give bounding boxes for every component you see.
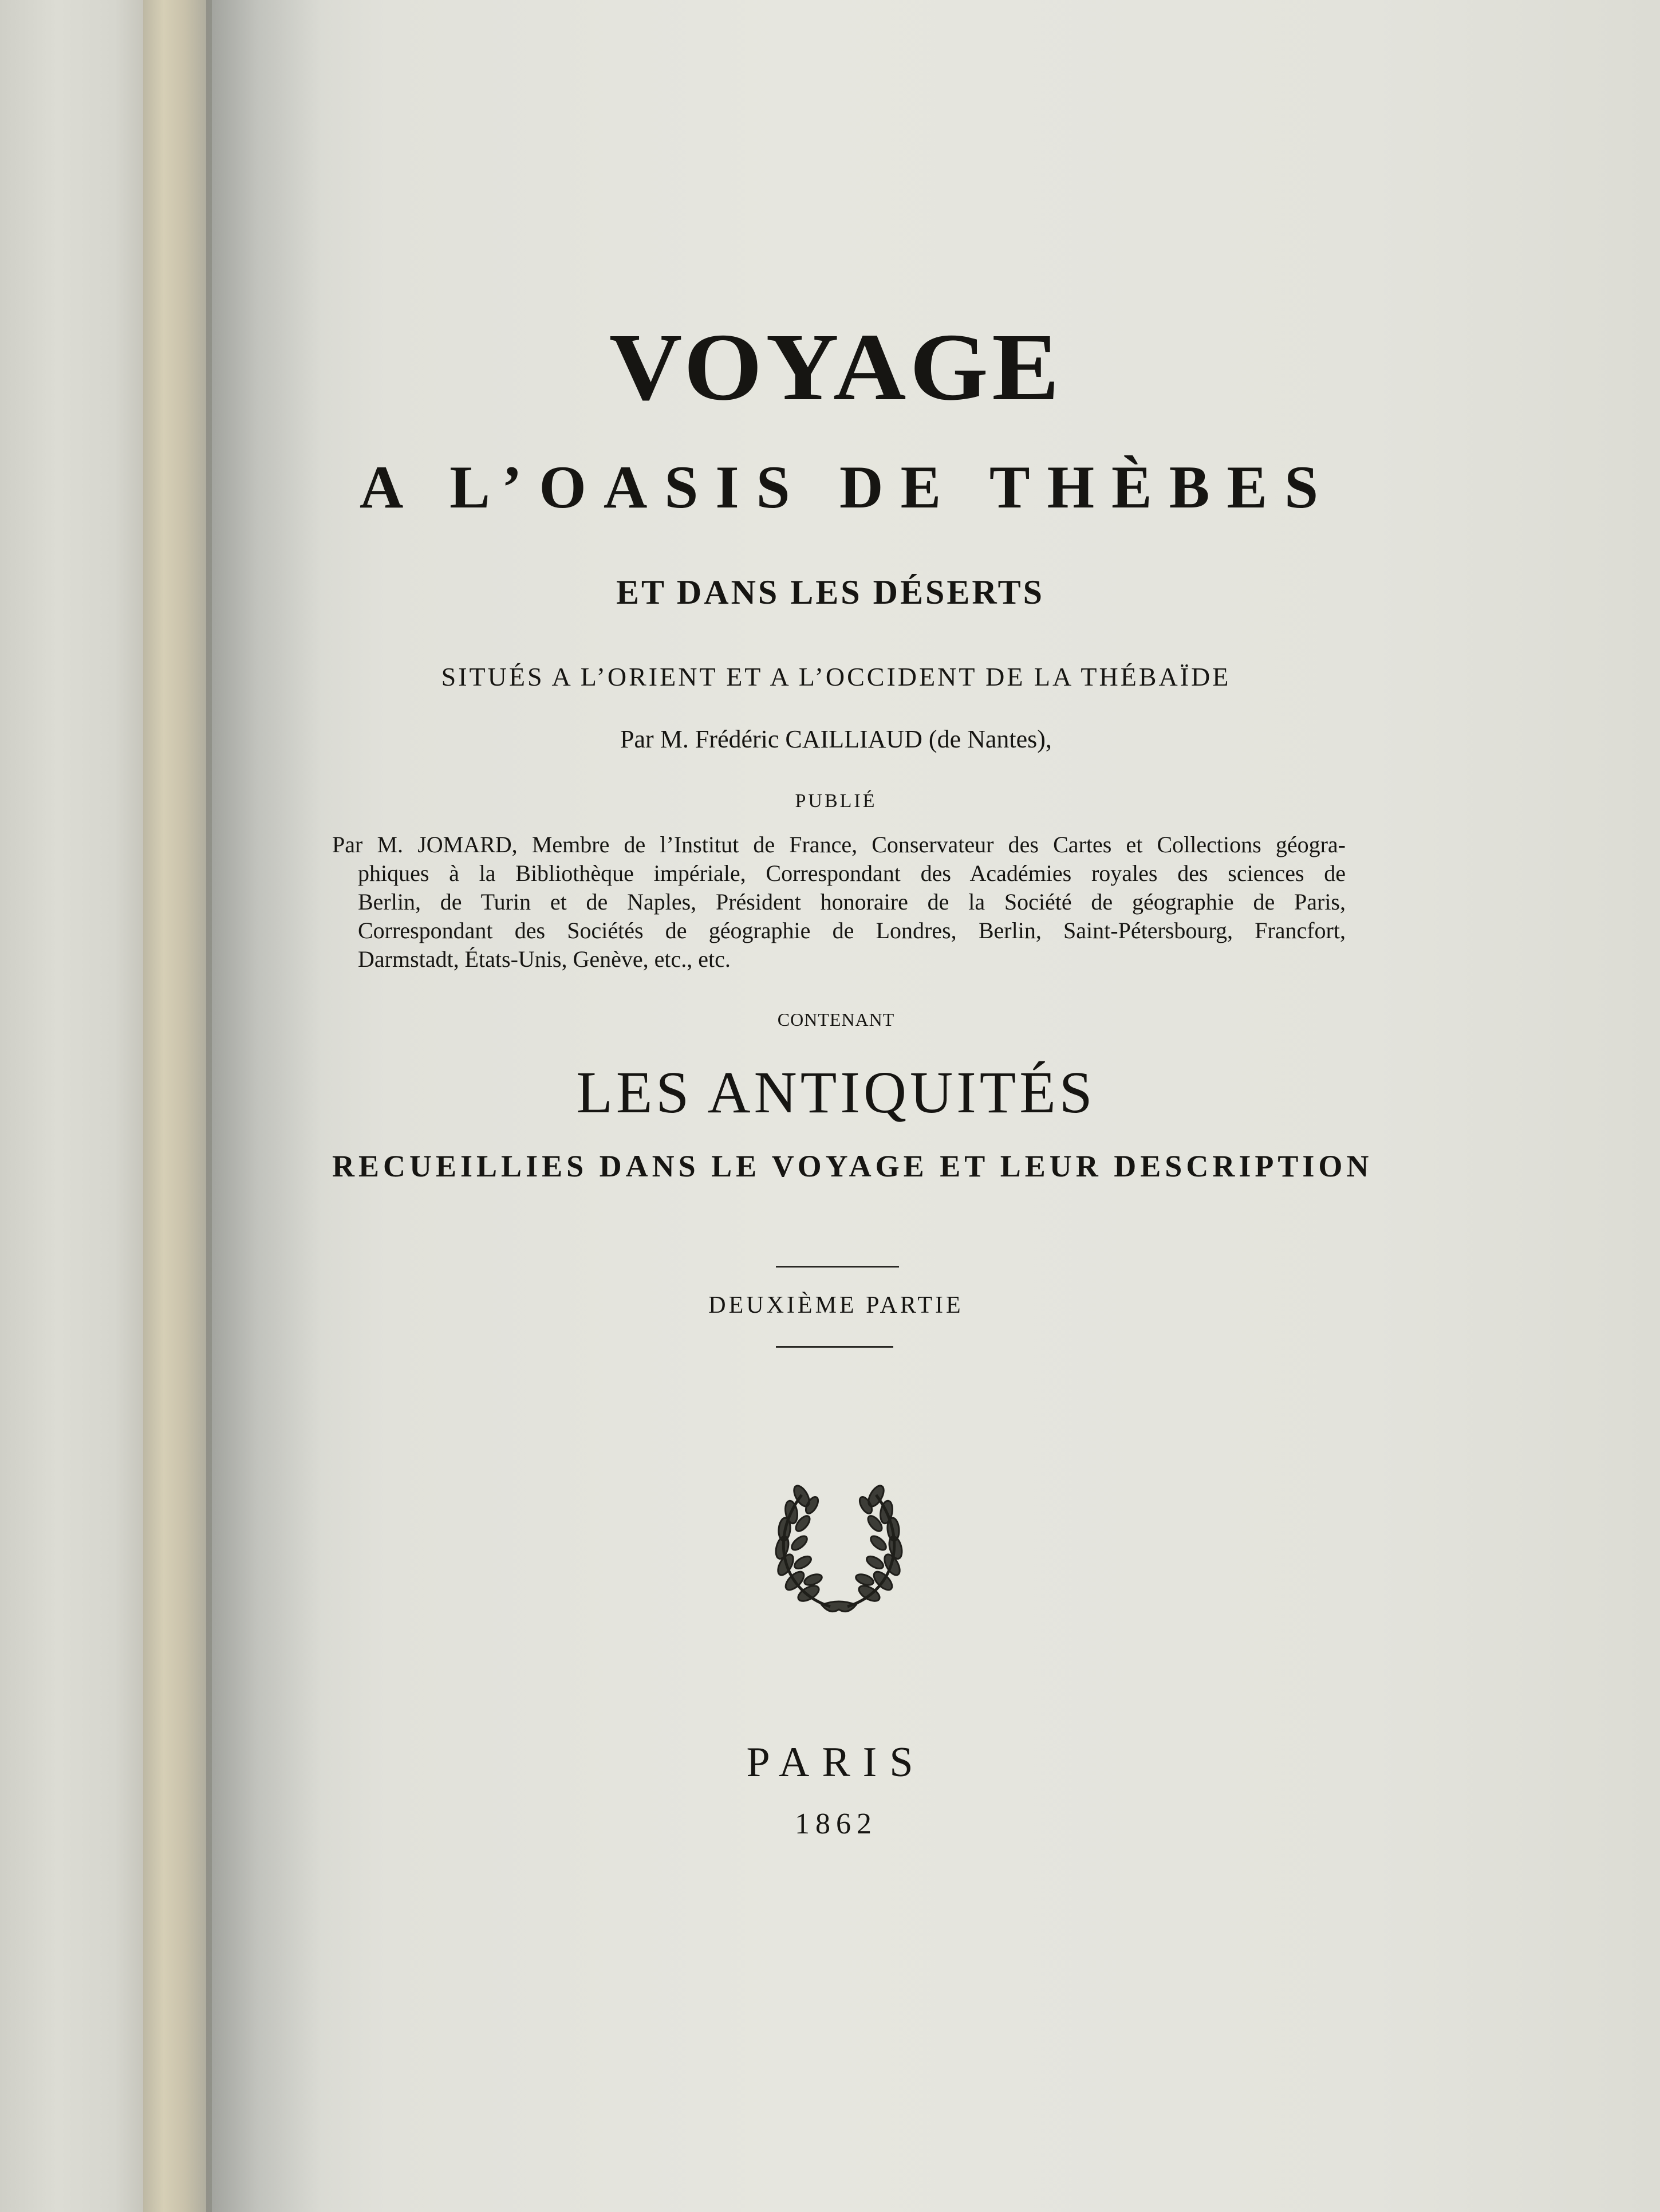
editor-paragraph [332,831,1346,974]
page-crease-shadow [206,0,321,2212]
editor-line: phiques à la Bibliothèque impériale, Correspondant des Académies royales des sciences de [358,860,1346,886]
title-voyage: VOYAGE [609,314,1063,420]
recueillies-line: RECUEILLIES DANS LE VOYAGE ET LEUR DESCRIPTION [332,1149,1373,1183]
subtitle-situes: SITUÉS A L’ORIENT ET A L’OCCIDENT DE LA THÉBAÏDE [441,662,1231,691]
facing-page [0,0,143,2212]
author-line: Par M. Frédéric CAILLIAUD (de Nantes), [620,725,1052,753]
editor-line: Par M. JOMARD, Membre de l’Institut de France, Conservateur des Cartes et Collections géogra- [332,832,1346,857]
publie-label: PUBLIÉ [795,790,877,812]
laurel-wreath-icon [762,1472,916,1621]
divider-rule [776,1346,893,1348]
editor-line: Berlin, de Turin et de Naples, Président honoraire de la Société de géographie de Paris, [358,889,1346,915]
contenant-label: CONTENANT [777,1009,895,1030]
part-label: DEUXIÈME PARTIE [708,1292,964,1318]
imprint-place: PARIS [746,1739,926,1786]
antiquites-heading: LES ANTIQUITÉS [576,1060,1096,1125]
title-oasis: A L’OASIS DE THÈBES [359,454,1336,521]
divider-rule [776,1266,899,1268]
editor-line: Correspondant des Sociétés de géographie de Londres, Berlin, Saint-Pétersbourg, Francfort, [358,918,1346,943]
editor-line: Darmstadt, États-Unis, Genève, etc., etc. [358,946,731,972]
subtitle-deserts: ET DANS LES DÉSERTS [616,573,1045,611]
imprint-year: 1862 [795,1808,877,1840]
book-gutter [143,0,212,2212]
